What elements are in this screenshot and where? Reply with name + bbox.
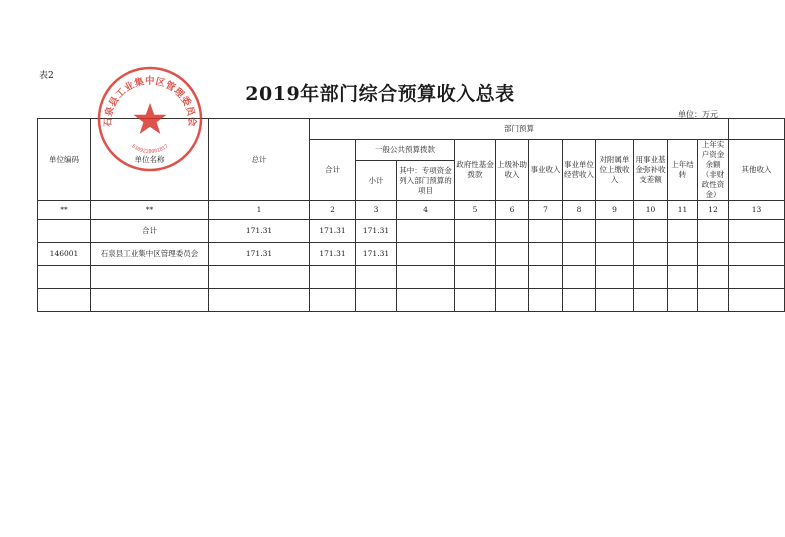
cell-gp-subtotal: 171.31	[356, 243, 397, 266]
cell-name: 合计	[91, 220, 209, 243]
index-cell: 10	[634, 201, 668, 220]
header-career-fund: 用事业基金弥补收支差额	[634, 140, 668, 201]
cell-subtotal: 171.31	[310, 243, 356, 266]
index-cell: **	[91, 201, 209, 220]
svg-text:6109220001817: 6109220001817	[130, 143, 170, 155]
header-last-year-carry: 上年结转	[668, 140, 698, 201]
budget-table	[37, 118, 785, 312]
index-cell: 8	[563, 201, 596, 220]
header-gov-fund: 政府性基金拨款	[455, 140, 496, 201]
header-other-income: 其他收入	[729, 140, 785, 201]
index-cell: **	[38, 201, 91, 220]
index-cell: 4	[397, 201, 455, 220]
index-cell: 7	[529, 201, 563, 220]
table-row	[38, 243, 785, 266]
cell-gp-subtotal: 171.31	[356, 220, 397, 243]
index-cell: 11	[668, 201, 698, 220]
index-cell: 12	[698, 201, 729, 220]
header-unit-code: 单位编码	[38, 119, 91, 201]
cell-subtotal: 171.31	[310, 220, 356, 243]
table-number: 表2	[39, 71, 54, 81]
unit-label: 单位：万元	[678, 110, 718, 119]
cell-code	[38, 220, 91, 243]
index-cell: 1	[209, 201, 310, 220]
cell-total: 171.31	[209, 243, 310, 266]
table-row-empty	[38, 289, 785, 312]
header-subordinate-income: 对附属单位上缴收入	[596, 140, 634, 201]
index-cell: 6	[496, 201, 529, 220]
header-upper-subsidy: 上级补助收入	[496, 140, 529, 201]
header-gp-subtotal: 小计	[356, 161, 397, 201]
header-business-income: 事业单位经营收入	[563, 140, 596, 201]
cell-code: 146001	[38, 243, 91, 266]
page-title: 2019年部门综合预算收入总表	[245, 83, 515, 105]
index-cell: 3	[356, 201, 397, 220]
header-unit-name: 单位名称	[91, 119, 209, 201]
index-cell: 13	[729, 201, 785, 220]
index-row	[38, 201, 785, 220]
header-gp-special: 其中：专项资金列入部门预算的项目	[397, 161, 455, 201]
header-blank	[729, 119, 785, 140]
header-last-year-balance: 上年实户资金余额（非财政性资金）	[698, 140, 729, 201]
header-row-1	[38, 119, 785, 140]
index-cell: 9	[596, 201, 634, 220]
header-career-income: 事业收入	[529, 140, 563, 201]
cell-name: 石泉县工业集中区管理委员会	[91, 243, 209, 266]
svg-text:石泉县工业集中区管理委员会: 石泉县工业集中区管理委员会	[102, 76, 198, 128]
cell-total: 171.31	[209, 220, 310, 243]
header-total: 总计	[209, 119, 310, 201]
header-dept-budget: 部门预算	[310, 119, 729, 140]
table-row-total	[38, 220, 785, 243]
header-general-public: 一般公共预算拨款	[356, 140, 455, 161]
index-cell: 5	[455, 201, 496, 220]
index-cell: 2	[310, 201, 356, 220]
table-row-empty	[38, 266, 785, 289]
header-subtotal: 合计	[310, 140, 356, 201]
